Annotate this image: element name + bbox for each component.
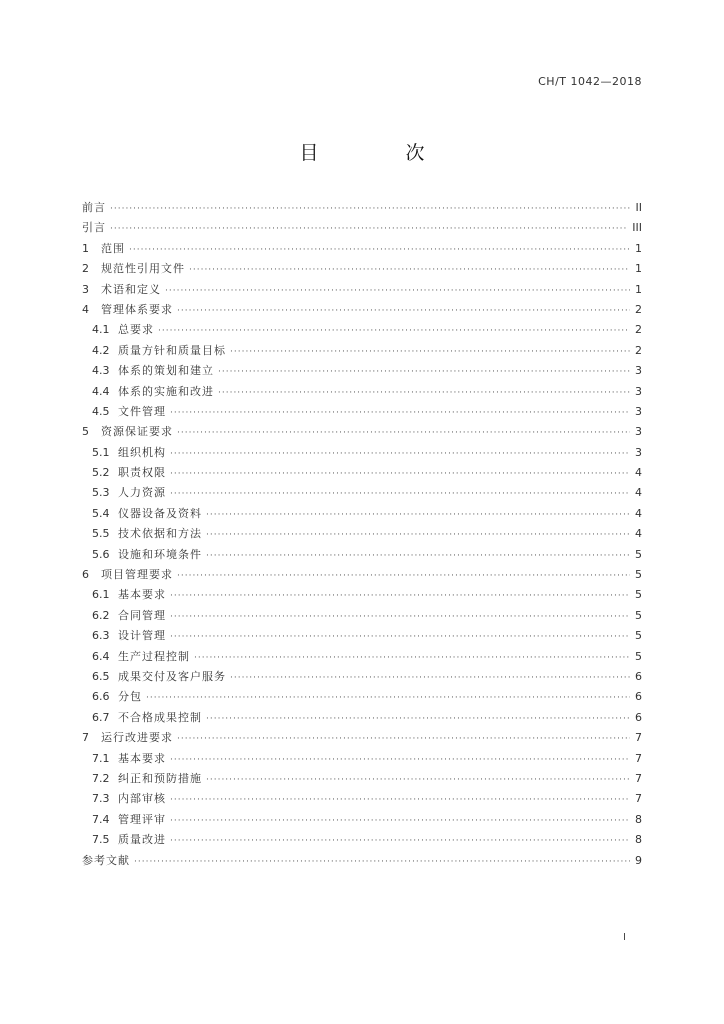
toc-leader-dots — [129, 240, 630, 259]
toc-entry[interactable] — [82, 830, 642, 850]
toc-entry[interactable] — [82, 361, 642, 381]
toc-entry[interactable] — [82, 585, 642, 605]
toc-entry-title: 组织机构 — [118, 445, 166, 459]
toc-leader-dots — [206, 709, 630, 728]
standard-code: CH/T 1042—2018 — [538, 75, 642, 88]
toc-entry-title: 设计管理 — [118, 629, 166, 643]
toc-entry-page: 5 — [635, 608, 642, 622]
toc-leader-dots — [146, 688, 630, 707]
toc-entry-number: 7.5 — [92, 833, 110, 847]
toc-leader-dots — [170, 627, 630, 646]
toc-entry-page: 1 — [635, 241, 642, 255]
toc-entry[interactable] — [82, 422, 642, 442]
toc-entry-page: 3 — [635, 364, 642, 378]
toc-entry-page: 8 — [635, 833, 642, 847]
toc-entry-page: 7 — [635, 771, 642, 785]
toc-entry-page: 5 — [635, 649, 642, 663]
toc-entry-title: 范围 — [101, 241, 125, 255]
toc-entry-title: 仪器设备及资料 — [118, 506, 202, 520]
toc-entry-title: 项目管理要求 — [101, 568, 173, 582]
toc-entry-number: 6.4 — [92, 649, 110, 663]
toc-entry-title: 不合格成果控制 — [118, 710, 202, 724]
toc-leader-dots — [177, 301, 630, 320]
toc-entry-title: 合同管理 — [118, 608, 166, 622]
toc-entry-page: 3 — [635, 404, 642, 418]
toc-entry-page: 3 — [635, 384, 642, 398]
toc-entry-title: 文件管理 — [118, 404, 166, 418]
toc-entry-number: 5.4 — [92, 506, 110, 520]
toc-leader-dots — [177, 729, 630, 748]
toc-entry[interactable] — [82, 851, 642, 871]
toc-entry-title: 体系的策划和建立 — [118, 364, 214, 378]
toc-entry-page: 6 — [635, 669, 642, 683]
toc-leader-dots — [158, 321, 630, 340]
toc-leader-dots — [170, 831, 630, 850]
toc-entry-page: 7 — [635, 792, 642, 806]
toc-entry-page: 2 — [635, 343, 642, 357]
toc-entry-title: 人力资源 — [118, 486, 166, 500]
toc-leader-dots — [110, 199, 630, 218]
toc-entry[interactable] — [82, 667, 642, 687]
toc-entry-number: 4.3 — [92, 364, 110, 378]
toc-entry-number: 6.3 — [92, 629, 110, 643]
toc-entry[interactable] — [82, 626, 642, 646]
toc-leader-dots — [189, 260, 630, 279]
toc-leader-dots — [206, 505, 630, 524]
toc-leader-dots — [206, 770, 630, 789]
toc-entry-number: 4.2 — [92, 343, 110, 357]
toc-leader-dots — [165, 281, 630, 300]
toc-entry-title: 质量方针和质量目标 — [118, 343, 226, 357]
toc-entry-title: 总要求 — [118, 323, 154, 337]
toc-entry[interactable] — [82, 402, 642, 422]
toc-leader-dots — [206, 546, 630, 565]
page-number: I — [623, 932, 626, 943]
toc-entry-page: 3 — [635, 445, 642, 459]
toc-entry-number: 5.3 — [92, 486, 110, 500]
toc-entry[interactable] — [82, 504, 642, 524]
toc-entry-number: 5.2 — [92, 466, 110, 480]
toc-entry-title: 基本要求 — [118, 588, 166, 602]
toc-leader-dots — [177, 423, 630, 442]
toc-entry[interactable] — [82, 769, 642, 789]
toc-leader-dots — [218, 383, 630, 402]
toc-entry-page: 5 — [635, 588, 642, 602]
toc-entry-page: 4 — [635, 527, 642, 541]
toc-entry[interactable] — [82, 320, 642, 340]
toc-entry-title: 参考文献 — [82, 853, 130, 867]
toc-leader-dots — [170, 464, 630, 483]
toc-leader-dots — [230, 668, 630, 687]
toc-entry-number: 7.1 — [92, 751, 110, 765]
toc-entry[interactable] — [82, 749, 642, 769]
toc-leader-dots — [170, 790, 630, 809]
toc-entry-number: 6.7 — [92, 710, 110, 724]
toc-entry[interactable] — [82, 647, 642, 667]
toc-entry[interactable] — [82, 382, 642, 402]
toc-entry[interactable] — [82, 443, 642, 463]
toc-leader-dots — [206, 525, 630, 544]
toc-entry[interactable] — [82, 524, 642, 544]
toc-leader-dots — [170, 403, 630, 422]
toc-entry-title: 技术依据和方法 — [118, 527, 202, 541]
toc-entry-page: 3 — [635, 425, 642, 439]
toc-entry-page: 8 — [635, 812, 642, 826]
toc-entry-number: 6.1 — [92, 588, 110, 602]
toc-entry-number: 6.2 — [92, 608, 110, 622]
toc-entry[interactable] — [82, 259, 642, 279]
toc-entry-page: III — [632, 221, 642, 235]
toc-entry-number: 7.3 — [92, 792, 110, 806]
toc-entry-number: 5.5 — [92, 527, 110, 541]
toc-entry-title: 内部审核 — [118, 792, 166, 806]
toc-entry-number: 5.1 — [92, 445, 110, 459]
toc-entry-title: 设施和环境条件 — [118, 547, 202, 561]
toc-entry-title: 质量改进 — [118, 833, 166, 847]
toc-leader-dots — [170, 444, 630, 463]
toc-entry[interactable] — [82, 728, 642, 748]
toc-entry-title: 职责权限 — [118, 466, 166, 480]
toc-entry[interactable] — [82, 463, 642, 483]
toc-entry-number: 5.6 — [92, 547, 110, 561]
toc-entry-title: 管理评审 — [118, 812, 166, 826]
toc-entry-title: 术语和定义 — [101, 282, 161, 296]
toc-leader-dots — [194, 648, 630, 667]
toc-entry[interactable] — [82, 789, 642, 809]
toc-entry-title: 成果交付及客户服务 — [118, 669, 226, 683]
toc-entry[interactable] — [82, 606, 642, 626]
toc-entry-page: 2 — [635, 302, 642, 316]
toc-entry-page: 6 — [635, 690, 642, 704]
toc-entry-number: 7 — [82, 731, 89, 745]
toc-entry-number: 4.1 — [92, 323, 110, 337]
toc-leader-dots — [218, 362, 630, 381]
toc-leader-dots — [170, 484, 630, 503]
toc-leader-dots — [110, 219, 628, 238]
toc-entry[interactable] — [82, 565, 642, 585]
toc-entry-number: 5 — [82, 425, 89, 439]
toc-entry-page: 5 — [635, 568, 642, 582]
toc-entry-page: 7 — [635, 751, 642, 765]
toc-entry-page: 4 — [635, 486, 642, 500]
toc-entry-page: 5 — [635, 547, 642, 561]
toc-entry[interactable] — [82, 280, 642, 300]
toc-entry-page: 6 — [635, 710, 642, 724]
toc-entry-page: 4 — [635, 506, 642, 520]
toc-entry[interactable] — [82, 341, 642, 361]
toc-entry-number: 4.5 — [92, 404, 110, 418]
toc-entry-number: 2 — [82, 262, 89, 276]
toc-entry-page: 2 — [635, 323, 642, 337]
toc-entry[interactable] — [82, 810, 642, 830]
toc-entry-title: 前言 — [82, 201, 106, 214]
toc-entry-page: 7 — [635, 731, 642, 745]
toc-entry-title: 基本要求 — [118, 751, 166, 765]
toc-entry-number: 3 — [82, 282, 89, 296]
toc-entry-number: 1 — [82, 241, 89, 255]
toc-entry-title: 分包 — [118, 690, 142, 704]
toc-entry-page: 9 — [635, 853, 642, 867]
toc-entry-title: 生产过程控制 — [118, 649, 190, 663]
toc-entry-page: 1 — [635, 282, 642, 296]
toc-entry-title: 管理体系要求 — [101, 302, 173, 316]
toc-entry-page: 5 — [635, 629, 642, 643]
toc-entry-number: 4 — [82, 302, 89, 316]
toc-leader-dots — [134, 852, 630, 871]
toc-entry-title: 资源保证要求 — [101, 425, 173, 439]
toc-leader-dots — [170, 607, 630, 626]
toc-entry-page: 1 — [635, 262, 642, 276]
toc-entry-title: 体系的实施和改进 — [118, 384, 214, 398]
toc-entry-number: 6 — [82, 568, 89, 582]
toc-entry[interactable] — [82, 300, 642, 320]
toc-entry-page: II — [635, 201, 642, 214]
toc-entry[interactable] — [82, 218, 642, 238]
toc-leader-dots — [170, 586, 630, 605]
toc-leader-dots — [177, 566, 630, 585]
toc-entry-title: 纠正和预防措施 — [118, 771, 202, 785]
toc-entry-number: 6.6 — [92, 690, 110, 704]
toc-entry[interactable] — [82, 239, 642, 259]
toc-entry[interactable] — [82, 545, 642, 565]
toc-leader-dots — [230, 342, 630, 361]
toc-entry-title: 运行改进要求 — [101, 731, 173, 745]
toc-leader-dots — [170, 750, 630, 769]
page-title: 目 次 — [299, 142, 459, 164]
toc-leader-dots — [170, 811, 630, 830]
toc-entry-number: 4.4 — [92, 384, 110, 398]
table-of-contents — [82, 198, 642, 871]
toc-entry-number: 7.4 — [92, 812, 110, 826]
toc-entry[interactable] — [82, 708, 642, 728]
toc-entry[interactable] — [82, 687, 642, 707]
toc-entry-number: 6.5 — [92, 669, 110, 683]
toc-entry-title: 引言 — [82, 221, 106, 235]
toc-entry[interactable] — [82, 483, 642, 503]
toc-entry-page: 4 — [635, 466, 642, 480]
toc-entry-title: 规范性引用文件 — [101, 262, 185, 276]
toc-entry[interactable] — [82, 198, 642, 218]
toc-entry-number: 7.2 — [92, 771, 110, 785]
